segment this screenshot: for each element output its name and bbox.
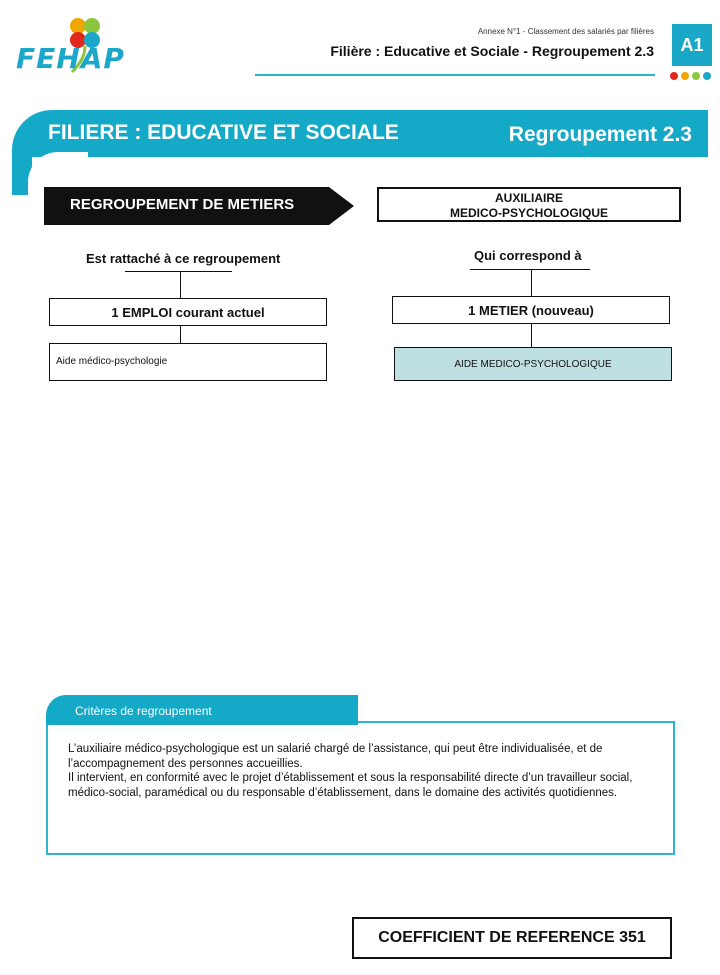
right-connector-top bbox=[531, 269, 532, 296]
header-divider bbox=[255, 74, 655, 76]
orange-dot bbox=[681, 72, 689, 80]
left-connector-top bbox=[180, 271, 181, 298]
coefficient-box: COEFFICIENT DE REFERENCE 351 bbox=[352, 917, 672, 959]
metier-item: AIDE MEDICO-PSYCHOLOGIQUE bbox=[454, 359, 612, 370]
left-caption: Est rattaché à ce regroupement bbox=[86, 251, 281, 266]
color-dots bbox=[670, 72, 711, 80]
metier-name-box bbox=[377, 187, 681, 222]
annexe-note: Annexe N°1 - Classement des salariés par filières bbox=[477, 27, 654, 36]
logo-text: FEHAP bbox=[16, 42, 125, 75]
left-connector-bottom bbox=[180, 326, 181, 343]
metier-list bbox=[394, 347, 672, 381]
emploi-list bbox=[49, 343, 327, 381]
metier-box bbox=[392, 296, 670, 324]
criteria-text bbox=[68, 742, 648, 800]
annex-badge: A1 bbox=[672, 24, 712, 66]
banner-regroupement: Regroupement 2.3 bbox=[508, 123, 692, 146]
blue-dot bbox=[703, 72, 711, 80]
metier-name-line1: AUXILIAIRE bbox=[494, 191, 563, 205]
banner-title: FILIERE : EDUCATIVE ET SOCIALE bbox=[48, 121, 399, 144]
emploi-box-title: 1 EMPLOI courant actuel bbox=[111, 305, 265, 320]
right-connector-bottom bbox=[531, 324, 532, 347]
criteria-paragraph-1: L’auxiliaire médico-psychologique est un salarié chargé de l’assistance, qui peut être individualisée, et de l’accompagnement des personnes accueillies. bbox=[68, 743, 603, 770]
regroupement-label: REGROUPEMENT DE METIERS bbox=[70, 196, 295, 213]
red-dot bbox=[670, 72, 678, 80]
page-header-title: Filière : Educative et Sociale - Regroupement 2.3 bbox=[330, 43, 654, 59]
emploi-box bbox=[49, 298, 327, 326]
green-dot bbox=[692, 72, 700, 80]
emploi-item: Aide médico-psychologie bbox=[56, 356, 168, 367]
criteria-tab-label: Critères de regroupement bbox=[75, 704, 212, 718]
metier-name-line2: MEDICO-PSYCHOLOGIQUE bbox=[449, 206, 608, 220]
right-caption-underline bbox=[470, 269, 590, 270]
left-caption-underline bbox=[125, 271, 232, 272]
criteria-paragraph-2: Il intervient, en conformité avec le projet d’établissement et sous la responsabilité directe d’un travailleur social, médico-social, paramédical ou du responsable d’établissement, dans le domaine des activités quotidiennes. bbox=[68, 772, 633, 799]
metier-box-title: 1 METIER (nouveau) bbox=[468, 303, 594, 318]
right-caption: Qui correspond à bbox=[474, 248, 582, 263]
